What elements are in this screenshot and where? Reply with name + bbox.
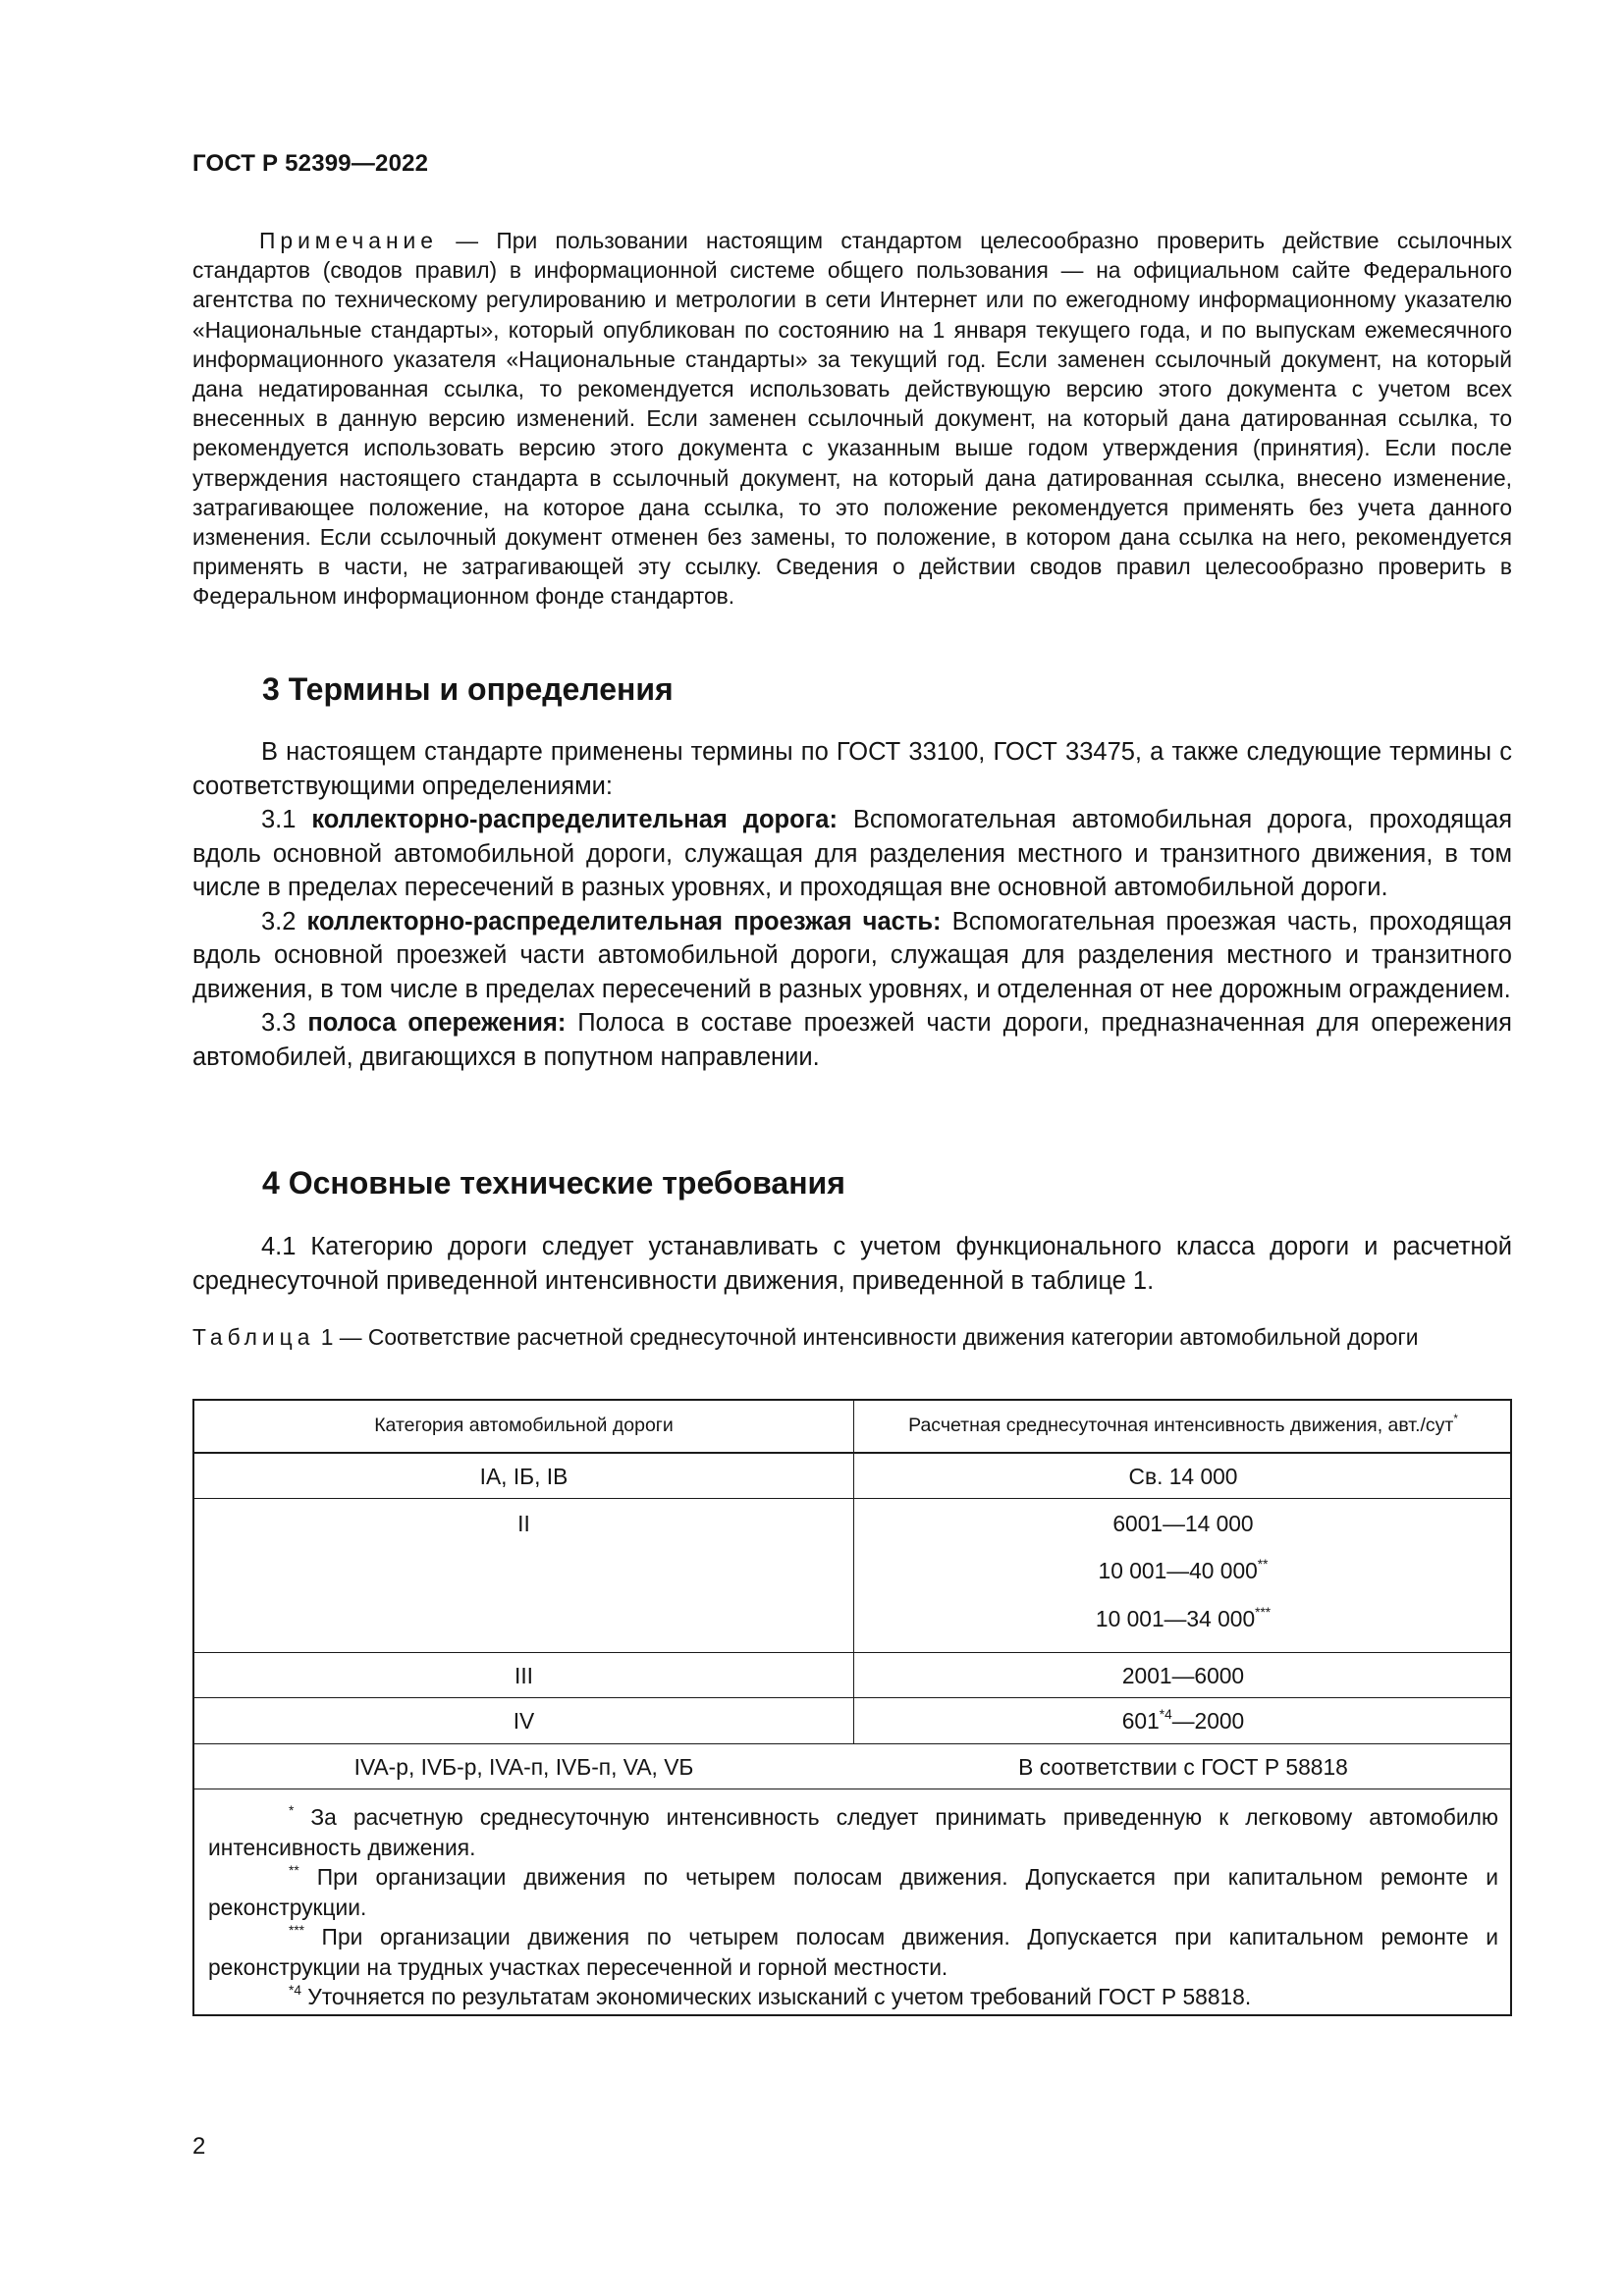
term-name: коллекторно-распределительная дорога: <box>311 806 838 833</box>
table-cell-intensity: Св. 14 000 <box>1128 1464 1238 1489</box>
footnote-text: Уточняется по результатам экономических изысканий с учетом требований ГОСТ Р 58818. <box>300 1984 1252 2009</box>
term-number: 3.1 <box>261 806 312 833</box>
term-3-3 <box>192 1006 1512 1074</box>
term-number: 3.3 <box>261 1009 308 1037</box>
term-name: коллекторно-распределительная проезжая часть: <box>306 907 942 935</box>
footnote-mark: *** <box>1255 1605 1272 1621</box>
footnote <box>208 1982 1498 2012</box>
note-text: — При пользовании настоящим стандартом целесообразно проверить действие ссылочных стандартов (сводов правил) в информационной системе общего пользования — на официальном сайте Федерального агентства по техническому регулированию и метрологии в сети Интернет или по ежегодному информационному указателю «Национальные стандарты», который опубликован по состоянию на 1 января текущего года, и по выпускам ежемесячного информационного указателя «Национальные стандарты» за текущий год. Если заменен ссылочный документ, на который дана недатированная ссылка, то рекомендуется использовать действующую версию этого документа с учетом всех внесенных в данную версию изменений. Если заменен ссылочный документ, на который дана датированная ссылка, то рекомендуется использовать версию этого документа с указанным выше годом утверждения (принятия). Если после утверждения настоящего стандарта в ссылочный документ, на который дана датированная ссылка, внесено изменение, затрагивающее положение, на которое дана ссылка, то это положение рекомендуется применять без учета данного изменения. Если ссылочный документ отменен без замены, то положение, в котором дана ссылка на него, рекомендуется применять в части, не затрагивающей эту ссылку. Сведения о действии сводов правил целесообразно проверить в Федеральном информационном фонде стандартов. <box>192 228 1512 610</box>
table-header-intensity <box>855 1415 1511 1437</box>
table-cell-intensity: 2001—6000 <box>1121 1663 1245 1688</box>
term-name: полоса опережения: <box>307 1009 567 1037</box>
section-3-body <box>192 735 1512 1074</box>
paragraph-4-1: 4.1 Категорию дороги следует устанавливать с учетом функционального класса дороги и расчетной среднесуточной приведенной интенсивности движения, приведенной в таблице 1. <box>192 1233 1512 1295</box>
section-3-heading: 3 Термины и определения <box>262 671 674 707</box>
footnote-mark: *** <box>289 1923 304 1939</box>
document-header: ГОСТ Р 52399—2022 <box>192 150 429 177</box>
term-number: 3.2 <box>261 907 307 935</box>
footnote-mark: *4 <box>289 1983 301 1999</box>
footnote-mark: * <box>1453 1413 1458 1426</box>
note-label: Примечание <box>259 228 438 253</box>
footnote <box>208 1862 1498 1922</box>
term-definition: Вспомогательная автомобильная дорога, проходящая вдоль основной автомобильной дороги, служащая для разделения местного и транзитного движения, в том числе в пределах пересечений в разных уровнях, и проходящая вне основной автомобильной дороги. <box>192 806 1512 901</box>
table-cell-category: II <box>517 1511 530 1536</box>
header-intensity-label: Расчетная среднесуточная интенсивность движения, авт./сут <box>908 1415 1454 1436</box>
term-definition: Полоса в составе проезжей части дороги, предназначенная для опережения автомобилей, двигающихся в попутном направлении. <box>192 1009 1512 1071</box>
term-3-1 <box>192 803 1512 905</box>
term-definition: Вспомогательная проезжая часть, проходящая вдоль основной проезжей части автомобильной дороги, служащая для разделения местного и транзитного движения, в том числе в пределах пересечений в разных уровнях, и отделенная от нее дорожным ограждением. <box>192 907 1512 1003</box>
category-intensity-table <box>192 1399 1512 2016</box>
table-cell-category: IA, IБ, IB <box>479 1464 568 1489</box>
row-divider <box>194 1697 1510 1698</box>
section-4-body <box>192 1230 1512 1298</box>
row-divider <box>194 1652 1510 1653</box>
header-rule <box>194 1452 1510 1454</box>
row-divider <box>194 1498 1510 1499</box>
section-4-heading: 4 Основные технические требования <box>262 1165 845 1201</box>
table-cell-category: III <box>514 1663 533 1688</box>
reference-note <box>192 226 1512 612</box>
footnote <box>208 1922 1498 1982</box>
table-caption-text: 1 — Соответствие расчетной среднесуточной интенсивности движения категории автомобильной дороги <box>314 1324 1419 1350</box>
table-cell-category: IV <box>513 1708 535 1734</box>
intensity-value-end: —2000 <box>1171 1708 1245 1734</box>
term-3-2 <box>192 905 1512 1007</box>
footnote-text: При организации движения по четырем полосам движения. Допускается при капитальном ремонте и реконструкции. <box>208 1864 1498 1920</box>
table-caption <box>192 1322 1512 1352</box>
footnote-text: За расчетную среднесуточную интенсивность следует принимать приведенную к легковому автомобилю интенсивность движения. <box>208 1804 1498 1860</box>
footnote-mark: *4 <box>1159 1707 1172 1723</box>
intensity-value-start: 601 <box>1121 1708 1160 1734</box>
section-3-intro: В настоящем стандарте применены термины по ГОСТ 33100, ГОСТ 33475, а также следующие термины с соответствующими определениями: <box>192 738 1512 800</box>
table-cell-intensity <box>855 1558 1511 1584</box>
table-cell-intensity: В соответствии с ГОСТ Р 58818 <box>1018 1754 1348 1780</box>
intensity-value: 10 001—40 000 <box>1098 1558 1258 1583</box>
table-cell-category: IVA-р, IVБ-р, IVA-п, IVБ-п, VA, VБ <box>353 1754 694 1780</box>
footnote-mark: ** <box>1257 1557 1269 1573</box>
footnote-text: При организации движения по четырем полосам движения. Допускается при капитальном ремонте и реконструкции на трудных участках пересеченной и горной местности. <box>208 1924 1498 1980</box>
table-caption-label: Таблица <box>192 1324 315 1350</box>
table-cell-intensity <box>855 1708 1511 1735</box>
table-cell-intensity: 6001—14 000 <box>1112 1511 1254 1536</box>
footnote-mark: ** <box>289 1863 299 1879</box>
footnote-mark: * <box>289 1803 295 1819</box>
table-footnotes <box>208 1802 1498 2012</box>
intensity-value: 10 001—34 000 <box>1095 1606 1256 1631</box>
table-header-category: Категория автомобильной дороги <box>374 1415 674 1436</box>
page-number: 2 <box>192 2133 206 2160</box>
row-divider <box>194 1743 1510 1744</box>
table-cell-intensity <box>855 1606 1511 1632</box>
footnote <box>208 1802 1498 1862</box>
